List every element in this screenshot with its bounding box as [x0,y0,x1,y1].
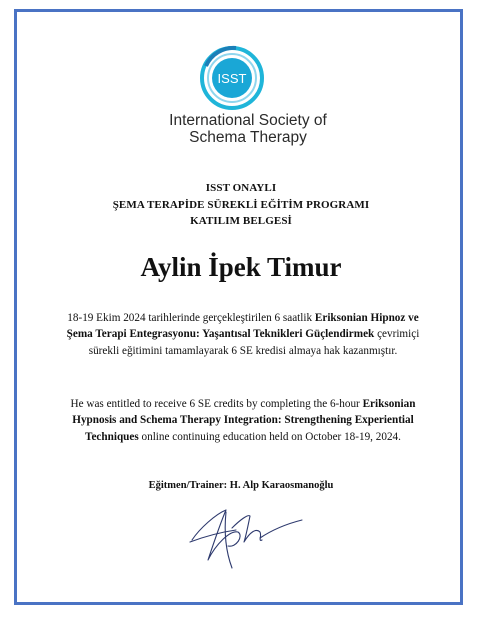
logo-acronym: ISST [217,71,247,86]
turkish-statement [58,310,428,359]
logo-line-1: International Society of [169,112,327,129]
certificate-heading [0,180,482,230]
english-post: online continuing education held on October 18-19, 2024. [138,430,401,443]
turkish-post: çevrimiçi sürekli eğitimini tamamlayarak 6 SE kredisi almaya hak kazanmıştır. [88,328,420,357]
english-pre: He was entitled to receive 6 SE credits by completing the 6-hour [70,398,363,410]
recipient-name: Aylin İpek Timur [140,252,342,282]
isst-logo-emblem [196,44,268,116]
heading-line-1: ISST ONAYLI [205,182,277,194]
heading-line-3: KATILIM BELGESİ [190,215,292,227]
trainer-signature [186,502,306,572]
turkish-pre: 18-19 Ekim 2024 tarihlerinde gerçekleştirilen 6 saatlik [67,312,315,324]
turkish-course-title: Eriksonian Hipnoz ve Şema Terapi Entegrasyonu: Yaşantısal Teknikleri Güçlendirmek [66,312,419,341]
isst-logo [0,44,482,144]
trainer-line: Eğitmen/Trainer: H. Alp Karaosmanoğlu [148,480,334,491]
english-course-title: Eriksonian Hypnosis and Schema Therapy Integration: Strengthening Experiential Techniques [72,398,416,443]
logo-line-2: Schema Therapy [189,129,307,146]
heading-line-2: ŞEMA TERAPİDE SÜREKLİ EĞİTİM PROGRAMI [112,198,370,211]
english-statement [58,396,428,445]
